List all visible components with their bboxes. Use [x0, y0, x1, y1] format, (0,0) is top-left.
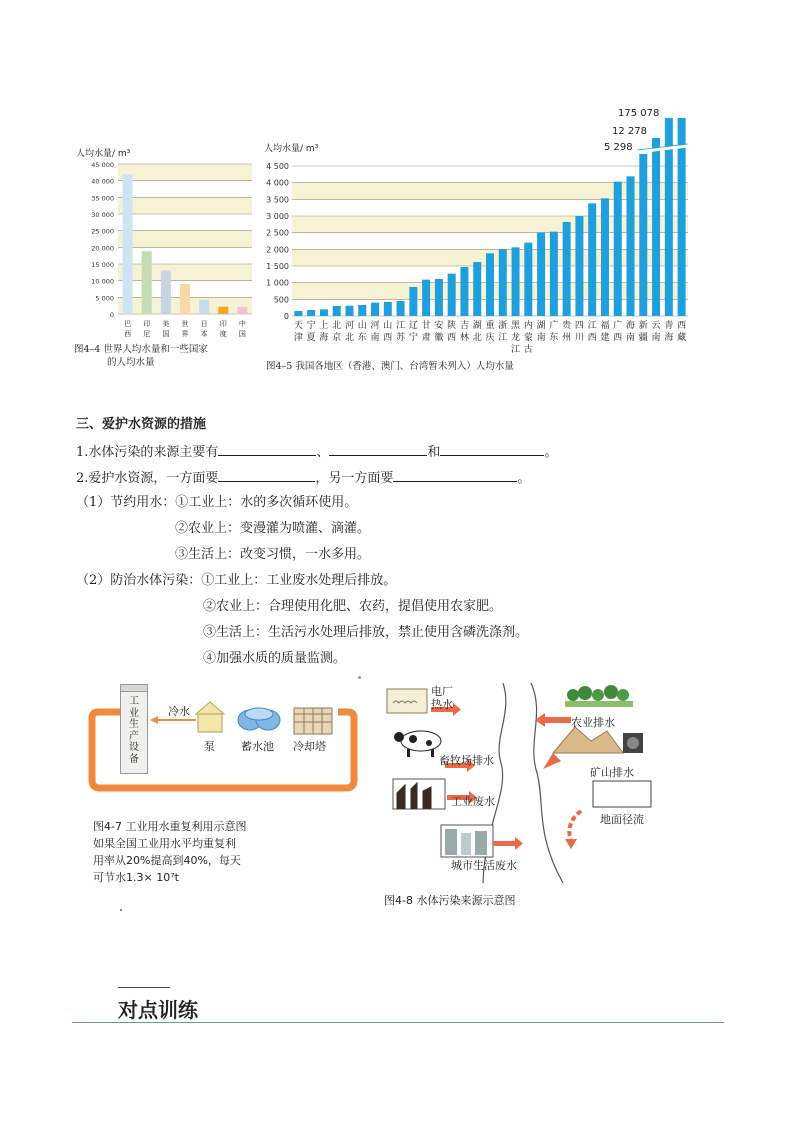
chart45-category-label: 云	[651, 321, 661, 331]
chart45-bar	[435, 279, 443, 316]
chart45-bar	[397, 301, 405, 316]
prevent-pollution-2: ②农业上：合理使用化肥、农药，提倡使用农家肥。	[203, 599, 503, 614]
chart45-bar	[307, 310, 315, 316]
chart45-category-label: 东	[357, 333, 367, 343]
chart45-category-label: 江	[396, 321, 406, 331]
cow-icon	[394, 731, 441, 757]
chart44-band	[118, 264, 252, 281]
chart44-bar	[218, 307, 228, 314]
fig47-note-3: 可节水1.3× 10⁷t	[93, 871, 179, 884]
chart45-bar	[652, 138, 660, 316]
chart45-bar	[512, 247, 520, 316]
chart45-category-label: 湖	[472, 321, 482, 331]
fig47-diagram	[88, 682, 368, 802]
chart45-category-label: 四	[574, 321, 584, 331]
chart45-bar	[524, 243, 532, 316]
fig47-notes	[93, 818, 246, 886]
chart45-ylabel: 人均水量/ m³	[264, 144, 319, 154]
practice-rule	[72, 1022, 724, 1023]
chart45-bar	[537, 232, 545, 316]
equipment-char: 设	[129, 742, 139, 753]
chart45-category-label: 辽	[408, 321, 418, 331]
chart44-tick-label: 20 000	[91, 244, 114, 253]
pump-icon	[196, 702, 224, 732]
save-water-2: ②农业上：变漫灌为喷灌、滴灌。	[175, 521, 371, 536]
chart45-category-label: 西	[677, 321, 687, 331]
chart45-category-label: 广	[613, 321, 623, 331]
chart44-tick-label: 25 000	[91, 227, 114, 236]
q1-text-c: 和	[427, 445, 441, 460]
chart44-band	[118, 164, 252, 181]
chart45-category-label: 南	[626, 333, 636, 343]
chart45-category-label: 甘	[421, 321, 431, 331]
chart45-category-label: 青	[664, 321, 674, 331]
industrial-label: 工业废水	[451, 795, 495, 808]
chart44-bar	[142, 251, 152, 314]
chart44-category-label: 尼	[143, 330, 151, 338]
chart45-tick-label: 500	[273, 295, 289, 305]
q2-blank-1[interactable]	[218, 468, 315, 482]
chart44-bar	[123, 174, 133, 314]
chart44-ylabel: 人均水量/ m³	[76, 149, 131, 159]
chart45-category-label: 津	[293, 333, 303, 343]
chart45-bar	[460, 267, 468, 316]
chart44-bar	[161, 271, 171, 314]
chart44-category-label: 西	[124, 330, 132, 338]
chart45-category-label: 内	[523, 321, 533, 331]
equipment-char: 工	[129, 696, 139, 707]
river-diagram	[385, 683, 665, 883]
chart44-bar	[237, 307, 247, 314]
chart45-category-label: 南	[651, 333, 661, 343]
chart44-category-label: 日	[200, 320, 208, 328]
chart45-category-label: 新	[638, 321, 648, 331]
chart45-category-label: 古	[523, 345, 533, 355]
stray-dot-2	[120, 909, 122, 911]
cold-water-arrow-head	[150, 716, 158, 724]
chart44-category-label: 本	[200, 330, 208, 338]
stray-dot	[358, 676, 361, 679]
chart44-category-label: 印	[143, 320, 151, 328]
chart45-category-label: 疆	[638, 333, 648, 343]
equipment-char: 业	[129, 707, 139, 719]
chart45-bar	[448, 274, 456, 316]
practice-title: 对点训练	[118, 998, 198, 1022]
chart45-category-label: 北	[344, 333, 354, 343]
chart45-break-label: 175 078	[618, 108, 660, 119]
equipment-char: 备	[129, 753, 139, 765]
chart45-bar	[384, 302, 392, 316]
save-water-3: ③生活上：改变习惯，一水多用。	[175, 547, 371, 562]
q1-blank-3[interactable]	[440, 442, 544, 456]
chart44-tick-label: 15 000	[91, 261, 114, 269]
cold-water-label: 冷水	[168, 705, 190, 718]
chart45-category-label: 西	[613, 333, 623, 343]
chart45-category-label: 林	[459, 333, 469, 343]
chart45-category-label: 州	[562, 333, 572, 343]
chart45-tick-label: 4 000	[266, 178, 289, 188]
chart45-category-label: 夏	[306, 333, 316, 343]
chart45-bar	[550, 232, 558, 316]
chart45-category-label: 宁	[306, 321, 316, 331]
chart44-tick-label: 40 000	[91, 177, 114, 186]
chart45-category-label: 建	[600, 333, 610, 343]
chart45-category-label: 安	[434, 321, 444, 331]
chart45-category-label: 吉	[459, 321, 469, 331]
chart45-tick-label: 2 500	[266, 228, 289, 238]
chart45-category-label: 天	[293, 321, 303, 331]
mine-icon	[553, 727, 643, 753]
chart45-bar	[294, 311, 302, 316]
chart45-bar	[499, 249, 507, 316]
chart45-bar	[422, 280, 430, 316]
chart44-category-label: 度	[219, 330, 227, 338]
chart45-break-label: 12 278	[612, 126, 647, 137]
china-water-chart	[262, 104, 702, 364]
fig47-caption: 图4-7 工业用水重复利用示意图	[93, 820, 247, 833]
chart45-bar	[614, 182, 622, 316]
chart45-category-label: 黑	[511, 321, 521, 331]
chart45-bar	[371, 303, 379, 316]
chart45-tick-label: 0	[283, 312, 289, 321]
chart45-bar	[358, 305, 366, 316]
runoff-arrow-head	[565, 839, 577, 849]
chart44-tick-label: 35 000	[91, 194, 114, 203]
question-2	[76, 468, 530, 488]
prevent-pollution-3: ③生活上：生活污水处理后排放，禁止使用含磷洗涤剂。	[203, 625, 529, 640]
chart44-tick-label: 10 000	[91, 277, 114, 286]
chart45-category-label: 陕	[447, 321, 457, 331]
q2-text-c: 。	[517, 471, 531, 486]
chart45-category-label: 山	[357, 321, 367, 331]
chart44-category-label: 世	[181, 320, 189, 328]
chart44-category-label: 巴	[124, 320, 132, 328]
section-heading: 三、爱护水资源的措施	[76, 417, 207, 432]
chart45-category-label: 藏	[677, 333, 687, 343]
fig45-caption: 图4–5 我国各地区（香港、澳门、台湾暂未列入）人均水量	[266, 361, 514, 372]
chart45-category-label: 海	[626, 321, 636, 331]
chart45-category-label: 浙	[498, 321, 508, 331]
chart44-category-label: 印	[219, 320, 227, 328]
chart45-bar	[639, 154, 647, 316]
chart45-tick-label: 3 000	[266, 212, 289, 221]
chart45-category-label: 龙	[511, 333, 521, 343]
chart45-category-label: 贵	[562, 321, 572, 331]
chart45-bar	[588, 203, 596, 316]
hot-water-text: 热水	[431, 698, 453, 711]
chart45-bar	[409, 287, 417, 316]
chart45-category-label: 苏	[396, 333, 406, 343]
chart45-bar	[473, 262, 481, 316]
chart45-category-label: 江	[498, 333, 508, 343]
q2-blank-2[interactable]	[393, 468, 517, 482]
chart44-tick-label: 5 000	[95, 294, 114, 303]
save-water-1: （1）节约用水：①工业上：水的多次循环使用。	[76, 495, 358, 510]
chart45-category-label: 蒙	[523, 333, 533, 343]
chart45-category-label: 肃	[421, 333, 431, 343]
chart44-tick-label: 30 000	[91, 211, 114, 219]
chart45-category-label: 京	[332, 333, 342, 343]
chart45-category-label: 南	[536, 333, 546, 343]
chart45-bar	[486, 253, 494, 316]
chart45-category-label: 河	[344, 321, 354, 331]
chart45-category-label: 广	[549, 321, 559, 331]
fig47-note-1: 如果全国工业用水平均重复利	[93, 837, 236, 850]
q1-blank-2[interactable]	[329, 442, 427, 456]
chart44-category-label: 中	[238, 320, 246, 328]
runoff-box	[593, 781, 651, 807]
power-plant-text: 电厂	[431, 685, 453, 698]
chart45-category-label: 北	[332, 321, 342, 331]
chart45-bar	[345, 306, 353, 316]
chart45-category-label: 湖	[536, 321, 546, 331]
chart45-break-label: 5 298	[604, 142, 633, 153]
power-plant-icon	[387, 689, 427, 713]
chart45-category-label: 南	[370, 333, 380, 343]
chart45-category-label: 海	[664, 333, 674, 343]
practice-top-rule	[118, 987, 170, 988]
chart45-bar	[563, 222, 571, 316]
question-1	[76, 442, 557, 462]
river-right-bank	[531, 683, 563, 883]
chart45-category-label: 西	[447, 333, 457, 343]
prevent-pollution-4: ④加强水质的质量监测。	[203, 651, 347, 666]
fig44-caption-line1: 图4–4 世界人均水量和一些国家	[74, 344, 208, 355]
chart45-category-label: 海	[319, 333, 329, 343]
prevent-pollution-1: （2）防治水体污染：①工业上：工业废水处理后排放。	[76, 573, 397, 588]
fig44-caption	[74, 343, 208, 369]
chart45-category-label: 重	[485, 321, 495, 331]
chart45-category-label: 西	[587, 333, 597, 343]
chart44-category-label: 国	[162, 330, 170, 338]
chart45-category-label: 庆	[485, 333, 495, 343]
fig44-caption-line2: 的人均水量	[107, 357, 155, 368]
chart44-bar	[180, 284, 190, 314]
reservoir-label: 蓄水池	[241, 740, 274, 753]
chart45-bar	[627, 176, 635, 316]
equipment-label	[121, 696, 147, 765]
equipment-char: 产	[129, 730, 139, 742]
q1-text-a: 1.水体污染的来源主要有	[76, 445, 219, 460]
chart45-category-label: 北	[472, 333, 482, 343]
chart45-tick-label: 4 500	[266, 162, 289, 171]
chart44-category-label: 美	[162, 320, 170, 328]
chart45-category-label: 河	[370, 321, 380, 331]
runoff-label: 地面径流	[600, 813, 644, 826]
chart45-category-label: 江	[587, 321, 597, 331]
mine-label: 矿山排水	[590, 766, 634, 779]
reservoir-icon	[238, 708, 280, 730]
chart44-tick-label: 0	[109, 311, 114, 319]
q2-text-a: 2.爱护水资源，一方面要	[76, 471, 219, 486]
factory-icon	[393, 779, 445, 809]
chart44-category-label: 界	[181, 330, 189, 338]
world-water-chart	[70, 140, 260, 350]
chart45-bar	[601, 198, 609, 316]
equipment-char: 生	[129, 719, 139, 730]
fig48-caption: 图4-8 水体污染来源示意图	[384, 894, 516, 907]
chart45-category-label: 上	[319, 321, 329, 331]
equipment-icon	[120, 684, 148, 774]
livestock-label: 畜牧场排水	[439, 754, 494, 767]
chart45-tick-label: 1 500	[266, 262, 289, 271]
chart44-category-label: 国	[238, 330, 246, 338]
pump-label: 泵	[204, 740, 215, 753]
fig47-note-2: 用率从20%提高到40%，每天	[93, 854, 241, 867]
cooling-tower-label: 冷却塔	[293, 740, 326, 753]
chart44-tick-label: 45 000	[91, 161, 114, 169]
chart44-bar	[199, 300, 209, 314]
chart45-category-label: 宁	[408, 333, 418, 343]
q1-text-b: 、	[316, 445, 330, 460]
farm-drain-label: 农业排水	[571, 716, 615, 729]
urban-label: 城市生活废水	[451, 859, 517, 872]
chart45-category-label: 川	[574, 333, 584, 343]
runoff-arrow	[569, 811, 581, 841]
cooling-tower-icon	[294, 708, 332, 734]
city-icon	[441, 825, 493, 857]
chart45-category-label: 西	[383, 333, 393, 343]
chart44-band	[118, 197, 252, 214]
q1-text-d: 。	[544, 445, 558, 460]
chart45-category-label: 江	[511, 345, 521, 355]
chart45-tick-label: 3 500	[266, 195, 289, 205]
chart45-bar	[333, 306, 341, 316]
chart45-tick-label: 2 000	[266, 245, 289, 255]
chart45-tick-label: 1 000	[266, 278, 289, 288]
chart45-bar	[575, 216, 583, 316]
farm-icon	[565, 685, 633, 707]
chart45-category-label: 徽	[434, 333, 444, 343]
power-plant-label	[431, 685, 453, 711]
chart45-category-label: 福	[600, 321, 610, 331]
q2-text-b: ，另一方面要	[315, 471, 394, 486]
fig48-diagram	[385, 683, 665, 883]
chart45-category-label: 东	[549, 333, 559, 343]
chart45-category-label: 山	[383, 321, 393, 331]
chart44-band	[118, 231, 252, 248]
chart45-bar	[320, 309, 328, 316]
q1-blank-1[interactable]	[218, 442, 316, 456]
